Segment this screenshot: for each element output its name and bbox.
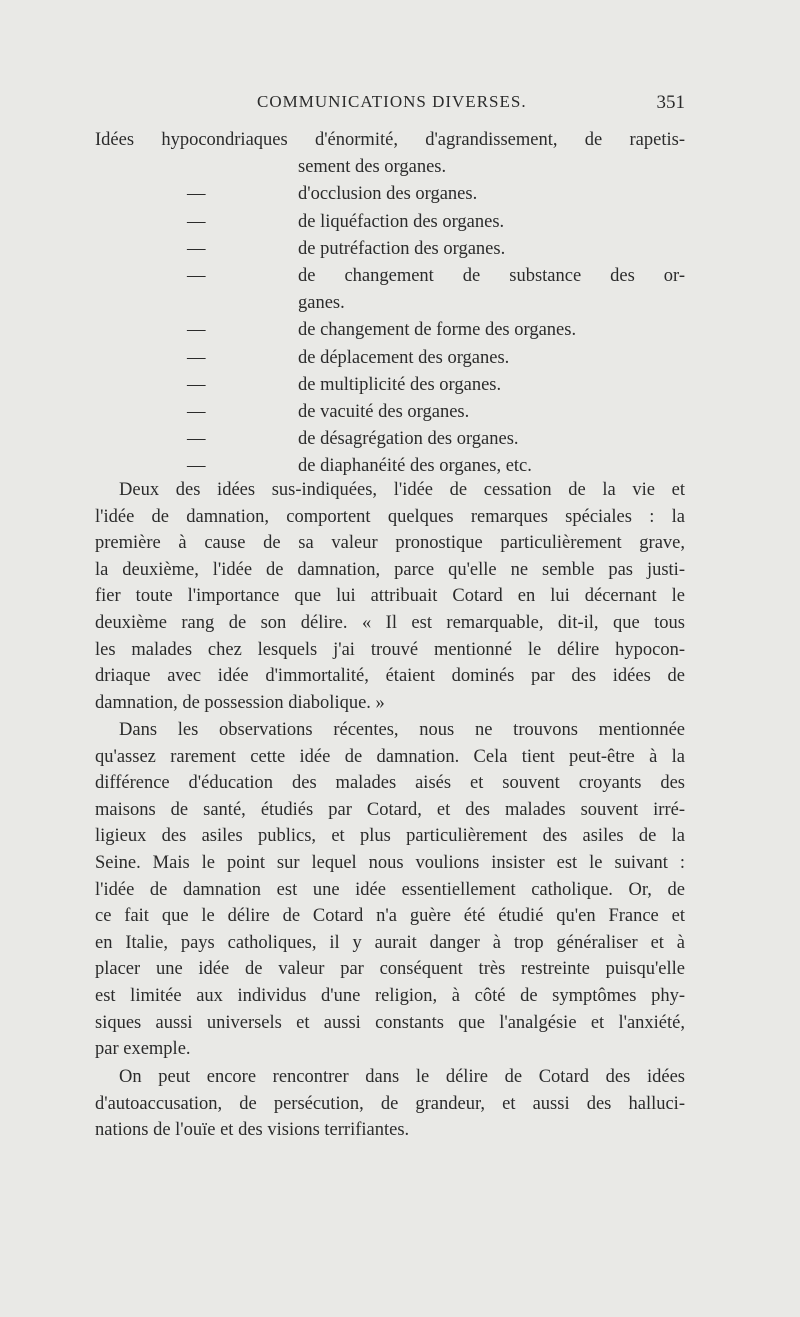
text-line: driaque avec idée d'immortalité, étaient dominés par des idées de (95, 666, 685, 687)
paragraph-damnation (95, 477, 685, 716)
text-line: Seine. Mais le point sur lequel nous voulions insister est le suivant : (95, 852, 685, 873)
list-item-text: de désagrégation des organes. (298, 429, 519, 450)
text-line: d'autoaccusation, de persécution, de grandeur, et aussi des halluci- (95, 1093, 685, 1114)
text-line: Dans les observations récentes, nous ne trouvons mentionnée (119, 720, 685, 740)
dash-mark: — (187, 184, 206, 205)
list-item (95, 317, 685, 344)
list-item (95, 236, 685, 263)
list-item (95, 345, 685, 372)
header-title: COMMUNICATIONS DIVERSES. (257, 92, 527, 111)
text-line: On peut encore rencontrer dans le délire de Cotard des idées (119, 1067, 685, 1087)
dash-mark: — (187, 265, 206, 286)
dash-mark: — (187, 401, 206, 422)
text-line: par exemple. (95, 1039, 191, 1060)
dash-mark: — (187, 374, 206, 395)
text-line: première à cause de sa valeur pronostique particulièrement grave, (95, 533, 685, 554)
dash-mark: — (187, 347, 206, 368)
dash-mark: — (187, 456, 206, 477)
list-item (95, 399, 685, 426)
dash-mark: — (187, 211, 206, 232)
list-item-text: de changement de forme des organes. (298, 320, 577, 341)
list-first-continuation (95, 154, 685, 181)
text-line: deuxième rang de son délire. « Il est remarquable, dit-il, que tous (95, 612, 685, 633)
text-line: maisons de santé, étudiés par Cotard, et des malades souvent irré- (95, 799, 685, 820)
list-first-line (95, 127, 685, 154)
text-line: fier toute l'importance que lui attribuait Cotard en lui décernant le (95, 586, 685, 607)
dash-mark: — (187, 320, 206, 341)
list-item-text: de déplacement des organes. (298, 347, 510, 368)
list-item (95, 372, 685, 399)
list-item-text: d'occlusion des organes. (298, 184, 478, 205)
text-line: différence d'éducation des malades aisés et souvent croyants des (95, 773, 685, 794)
list-item (95, 263, 685, 290)
text-line: ce fait que le délire de Cotard n'a guère été étudié qu'en France et (95, 906, 685, 927)
list-item-text: de diaphanéité des organes, etc. (298, 456, 532, 477)
list-heading-text: Idées hypocondriaques d'énormité, d'agrandissement, de rapetis- (95, 130, 685, 150)
text-line: en Italie, pays catholiques, il y aurait danger à trop généraliser et à (95, 932, 685, 953)
text-line: ligieux des asiles publics, et plus particulièrement des asiles de la (95, 826, 685, 847)
list-item (95, 426, 685, 453)
text-line: la deuxième, l'idée de damnation, parce qu'elle ne semble pas justi- (95, 559, 685, 580)
symptom-list (95, 127, 685, 480)
text-line: l'idée de damnation, comportent quelques remarques spéciales : la (95, 506, 685, 527)
list-item-text: de changement de substance des or- (298, 265, 685, 286)
list-item (95, 181, 685, 208)
text-line: qu'assez rarement cette idée de damnation. Cela tient peut-être à la (95, 746, 685, 767)
text-line: Deux des idées sus-indiquées, l'idée de cessation de la vie et (119, 480, 685, 500)
list-item-text: ganes. (298, 293, 345, 314)
text-line: nations de l'ouïe et des visions terrifiantes. (95, 1120, 410, 1141)
list-item (95, 209, 685, 236)
dash-mark: — (187, 238, 206, 259)
running-header (95, 92, 685, 118)
list-item-text: de vacuité des organes. (298, 401, 470, 422)
list-item-text: de liquéfaction des organes. (298, 211, 505, 232)
text-line: damnation, de possession diabolique. » (95, 692, 385, 713)
text-line: les malades chez lesquels j'ai trouvé mentionné le délire hypocon- (95, 639, 685, 660)
list-item-continuation (95, 290, 685, 317)
text-line: l'idée de damnation est une idée essentiellement catholique. Or, de (95, 879, 685, 900)
paragraph-observations (95, 717, 685, 1063)
page-number: 351 (656, 92, 685, 113)
list-item-text: de multiplicité des organes. (298, 374, 502, 395)
text-line: placer une idée de valeur par conséquent très restreinte puisqu'elle (95, 959, 685, 980)
paragraph-autoaccusation (95, 1064, 685, 1144)
list-continuation-text: sement des organes. (298, 157, 447, 178)
text-line: est limitée aux individus d'une religion, à côté de symptômes phy- (95, 985, 685, 1006)
dash-mark: — (187, 429, 206, 450)
text-line: siques aussi universels et aussi constants que l'analgésie et l'anxiété, (95, 1012, 685, 1033)
list-item-text: de putréfaction des organes. (298, 238, 506, 259)
